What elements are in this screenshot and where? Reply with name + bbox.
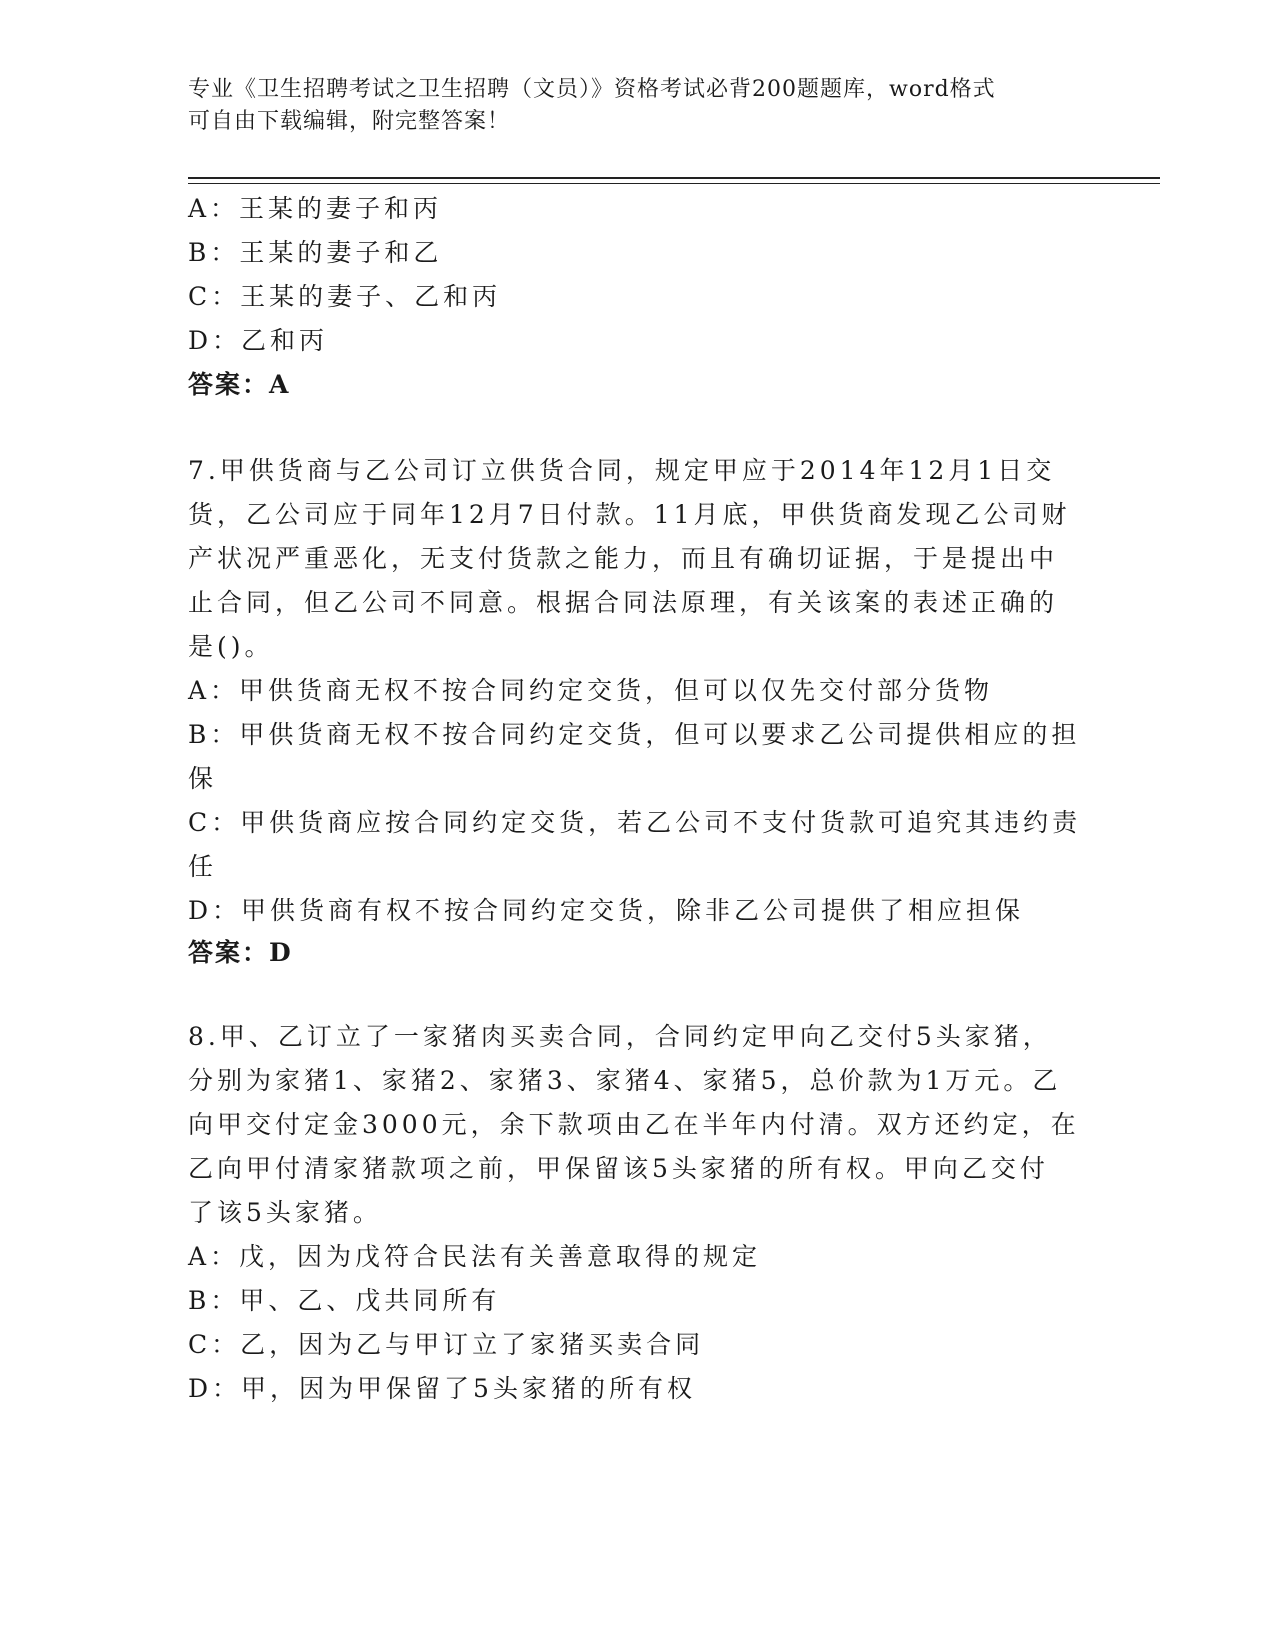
header-rule-thick [188,177,1160,179]
q8-stem-line-3: 向甲交付定金3000元，余下款项由乙在半年内付清。双方还约定，在 [188,1110,1080,1139]
q7-stem-line-1: 7.甲供货商与乙公司订立供货合同，规定甲应于2014年12月1日交 [188,456,1056,485]
document-header [188,74,1088,138]
q8-option-a: A：戊，因为戊符合民法有关善意取得的规定 [188,1242,762,1271]
q7-stem-line-2: 货，乙公司应于同年12月7日付款。11月底，甲供货商发现乙公司财 [188,500,1071,529]
q7-option-c: C：甲供货商应按合同约定交货，若乙公司不支付货款可追究其违约责 [188,808,1082,837]
q7-stem-line-5: 是()。 [188,632,274,661]
q7-option-a: A：甲供货商无权不按合同约定交货，但可以仅先交付部分货物 [188,676,994,705]
header-line-1: 专业《卫生招聘考试之卫生招聘（文员）》资格考试必背200题题库，word格式 [188,77,996,102]
q7-stem-line-4: 止合同，但乙公司不同意。根据合同法原理，有关该案的表述正确的 [188,588,1059,617]
q7-option-d: D：甲供货商有权不按合同约定交货，除非乙公司提供了相应担保 [188,896,1025,925]
header-rule-thin [188,183,1160,184]
q6-option-b: B：王某的妻子和乙 [188,238,443,267]
q8-stem-line-1: 8.甲、乙订立了一家猪肉买卖合同，合同约定甲向乙交付5头家猪， [188,1022,1052,1051]
q7-option-b-cont: 保 [188,764,218,793]
q6-option-a: A：王某的妻子和丙 [188,194,443,223]
header-line-2: 可自由下载编辑，附完整答案！ [188,109,511,134]
q8-stem-line-4: 乙向甲付清家猪款项之前，甲保留该5头家猪的所有权。甲向乙交付 [188,1154,1049,1183]
q6-option-c: C：王某的妻子、乙和丙 [188,282,502,311]
q8-stem-line-2: 分别为家猪1、家猪2、家猪3、家猪4、家猪5，总价款为1万元。乙 [188,1066,1062,1095]
q8-option-d: D：甲，因为甲保留了5头家猪的所有权 [188,1374,696,1403]
q8-option-b: B：甲、乙、戊共同所有 [188,1286,501,1315]
q7-stem-line-3: 产状况严重恶化，无支付货款之能力，而且有确切证据，于是提出中 [188,544,1059,573]
q7-option-c-cont: 任 [188,852,218,881]
q6-answer: 答案：A [188,370,291,399]
q7-option-b: B：甲供货商无权不按合同约定交货，但可以要求乙公司提供相应的担 [188,720,1081,749]
q8-stem-line-5: 了该5头家猪。 [188,1198,382,1227]
q8-option-c: C：乙，因为乙与甲订立了家猪买卖合同 [188,1330,705,1359]
q6-option-d: D：乙和丙 [188,326,329,355]
q7-answer: 答案：D [188,938,293,967]
